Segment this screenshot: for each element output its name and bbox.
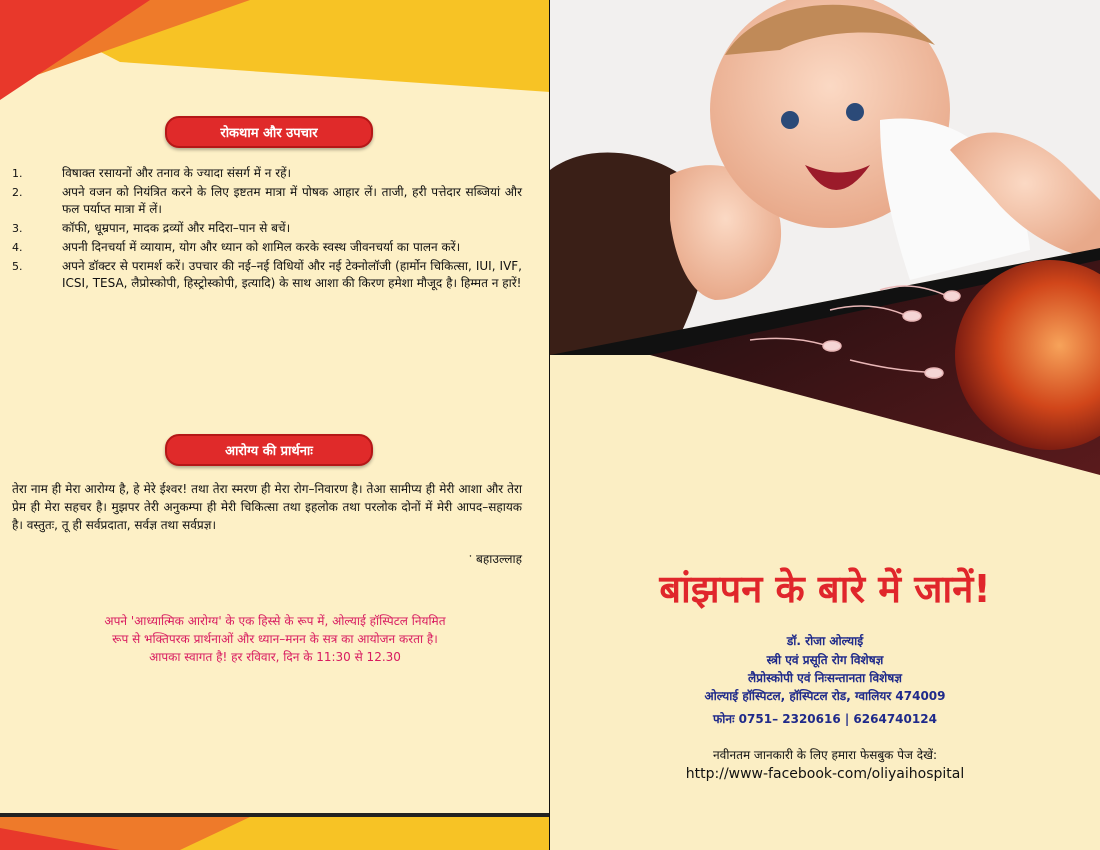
list-item-number: 2. [12, 186, 23, 199]
prayer-text: तेरा नाम ही मेरा आरोग्य है, हे मेरे ईश्वर! तथा तेरा स्मरण ही मेरा रोग–निवारण है। तेआ सामीप्य ही मेरी आशा और तेरा प्रेम ही मेरा सहचर है। मुझपर तेरी अनुकम्पा ही मेरी चिकित्सा तथा इहलोक तथा परलोक दोनों में मेरी आपद–सहायक है। वस्तुतः, तू ही सर्वप्रदाता, सर्वज्ञ तथा सर्वप्रज्ञ। [12, 482, 522, 532]
prevention-title-pill [165, 116, 373, 148]
baby-eye-shape [846, 103, 864, 121]
prayer-title-pill [165, 434, 373, 466]
bottom-dark-line [0, 813, 550, 817]
list-item-number: 3. [12, 222, 23, 235]
list-item [12, 239, 522, 256]
list-item-text: अपनी दिनचर्या में व्यायाम, योग और ध्यान को शामिल करके स्वस्थ जीवनचर्या का पालन करें। [62, 240, 461, 254]
list-item [12, 258, 522, 292]
prayer-title: आरोग्य की प्रार्थनाः [225, 444, 313, 459]
list-item-number: 4. [12, 241, 23, 254]
invitation-line-3: आपका स्वागत है! हर रविवार, दिन के 11:30 से 12.30 [149, 650, 401, 664]
prevention-list [12, 165, 522, 294]
list-item-text: कॉफी, धूम्रपान, मादक द्रव्यों और मदिरा–पान से बचें। [62, 221, 291, 235]
invitation-line-2: रूप से भक्तिपरक प्रार्थनाओं और ध्यान–मनन के सत्र का आयोजन करता है। [112, 632, 438, 646]
invitation-text [25, 612, 525, 666]
doctor-specialty-2: लैप्रोस्कोपी एवं निःसन्तानता विशेषज्ञ [748, 671, 902, 685]
hero-image [550, 0, 1100, 480]
list-item [12, 184, 522, 218]
list-item [12, 220, 522, 237]
prevention-title: रोकथाम और उपचार [220, 126, 318, 141]
right-panel [550, 0, 1100, 850]
invitation-line-1: अपने 'आध्यात्मिक आरोग्य' के एक हिस्से के रूप में, ओल्याई हॉस्पिटल नियमित [104, 614, 446, 628]
hospital-address: ओल्याई हॉस्पिटल, हॉस्पिटल रोड, ग्वालियर 474009 [704, 689, 946, 703]
doctor-specialty-1: स्त्री एवं प्रसूति रोग विशेषज्ञ [766, 653, 884, 667]
list-item-number: 1. [12, 167, 23, 180]
doctor-name: डॉ. रोजा ओल्याई [786, 634, 864, 648]
facebook-prompt: नवीनतम जानकारी के लिए हमारा फेसबुक पेज देखें: [713, 748, 937, 762]
list-item-text: विषाक्त रसायनों और तनाव के ज्यादा संसर्ग में न रहें। [62, 166, 292, 180]
phone-numbers: फोनः 0751– 2320616 | 6264740124 [713, 712, 937, 726]
list-item [12, 165, 522, 182]
list-item-text: अपने वजन को नियंत्रित करने के लिए इष्टतम मात्रा में पोषक आहार लें। ताजी, हरी पत्तेदार सब्जियां और फल पर्याप्त मात्रा में लें। [62, 185, 522, 216]
list-item-text: अपने डॉक्टर से परामर्श करें। उपचार की नई–नई विधियों और नई टेक्नोलॉजी (हार्मोन चिकित्सा, IUI, IVF, ICSI, TESA, लैप्रोस्कोपी, हिस्ट्रोस्कोपी, इत्यादि) के साथ आशा की किरण हमेशा मौजूद है। हिम्मत न हारें! [62, 259, 522, 290]
headline: बांझपन के बारे में जानें! [659, 567, 991, 611]
baby-eye-shape [781, 111, 799, 129]
facebook-url[interactable]: http://www-facebook-com/oliyaihospital [685, 766, 965, 782]
prayer-author: ॱ बहाउल्लाह [468, 552, 522, 566]
list-item-number: 5. [12, 260, 23, 273]
